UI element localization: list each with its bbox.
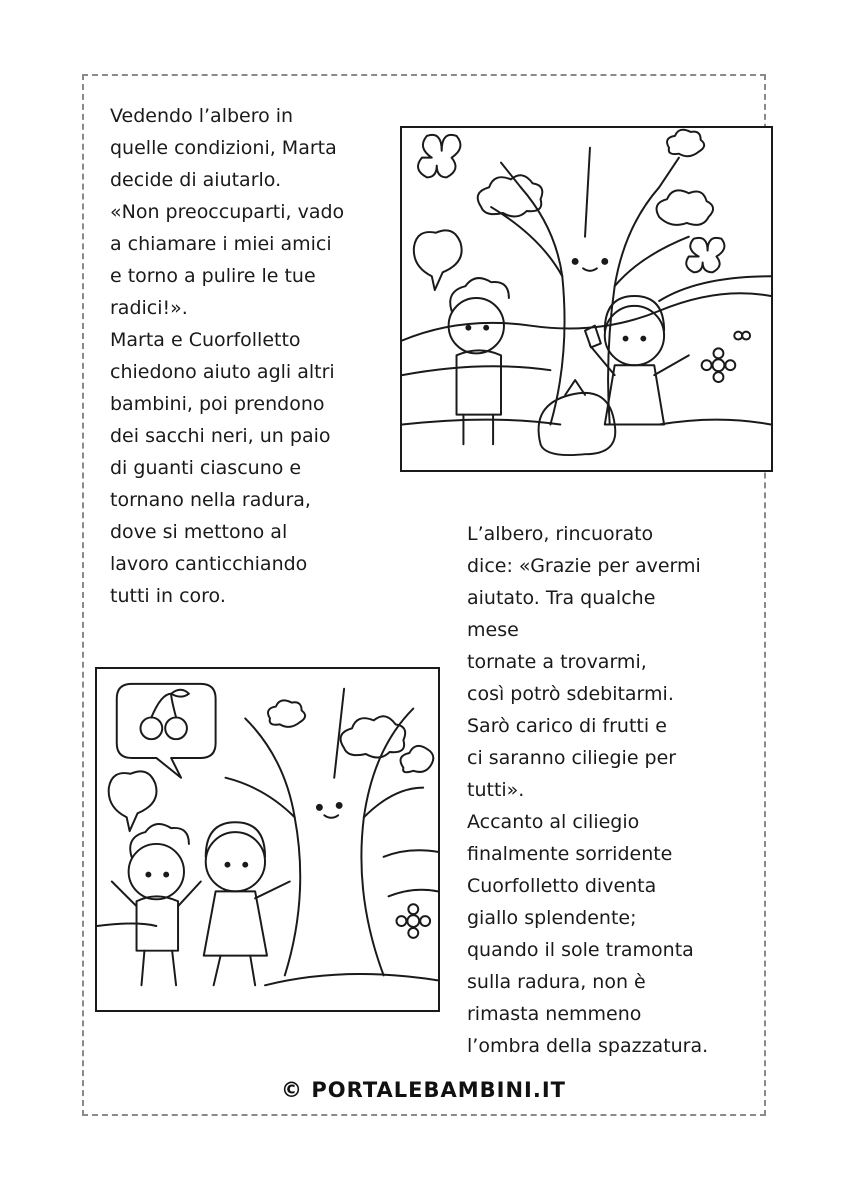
story-line: Sarò carico di frutti e bbox=[467, 715, 667, 737]
story-line: l’ombra della spazzatura. bbox=[467, 1035, 709, 1057]
story-line: L’albero, rincuorato bbox=[467, 523, 654, 545]
story-line: decide di aiutarlo. bbox=[110, 169, 282, 191]
story-line: Cuorfolletto diventa bbox=[467, 875, 657, 897]
story-line: così potrò sdebitarmi. bbox=[467, 683, 674, 705]
story-line: tutti in coro. bbox=[110, 585, 226, 607]
story-line: tornano nella radura, bbox=[110, 489, 311, 511]
story-line: finalmente sorridente bbox=[467, 843, 673, 865]
story-line: sulla radura, non è bbox=[467, 971, 646, 993]
story-line: Vedendo l’albero in bbox=[110, 105, 294, 127]
story-line: rimasta nemmeno bbox=[467, 1003, 642, 1025]
story-line: mese bbox=[467, 619, 519, 641]
story-line: Accanto al ciliegio bbox=[467, 811, 640, 833]
story-text-left bbox=[110, 100, 344, 612]
story-line: aiutato. Tra qualche bbox=[467, 587, 656, 609]
story-line: a chiamare i miei amici bbox=[110, 233, 332, 255]
story-line: di guanti ciascuno e bbox=[110, 457, 302, 479]
story-line: ci saranno ciliegie per bbox=[467, 747, 677, 769]
story-line: dei sacchi neri, un paio bbox=[110, 425, 331, 447]
story-line: Marta e Cuorfolletto bbox=[110, 329, 301, 351]
story-text-right bbox=[467, 518, 708, 1062]
story-line: radici!». bbox=[110, 297, 188, 319]
story-line: chiedono aiuto agli altri bbox=[110, 361, 335, 383]
story-line: «Non preoccuparti, vado bbox=[110, 201, 345, 223]
story-line: quelle condizioni, Marta bbox=[110, 137, 337, 159]
coloring-illustration-cherry-tree bbox=[95, 667, 440, 1012]
story-line: bambini, poi prendono bbox=[110, 393, 325, 415]
story-line: dove si mettono al bbox=[110, 521, 288, 543]
story-line: giallo splendente; bbox=[467, 907, 637, 929]
story-line: tornate a trovarmi, bbox=[467, 651, 647, 673]
story-line: quando il sole tramonta bbox=[467, 939, 694, 961]
copyright-footer: © PORTALEBAMBINI.IT bbox=[281, 1078, 566, 1102]
story-line: e torno a pulire le tue bbox=[110, 265, 316, 287]
coloring-illustration-cleanup bbox=[400, 126, 773, 472]
story-line: tutti». bbox=[467, 779, 525, 801]
story-line: lavoro canticchiando bbox=[110, 553, 308, 575]
story-line: dice: «Grazie per avermi bbox=[467, 555, 701, 577]
